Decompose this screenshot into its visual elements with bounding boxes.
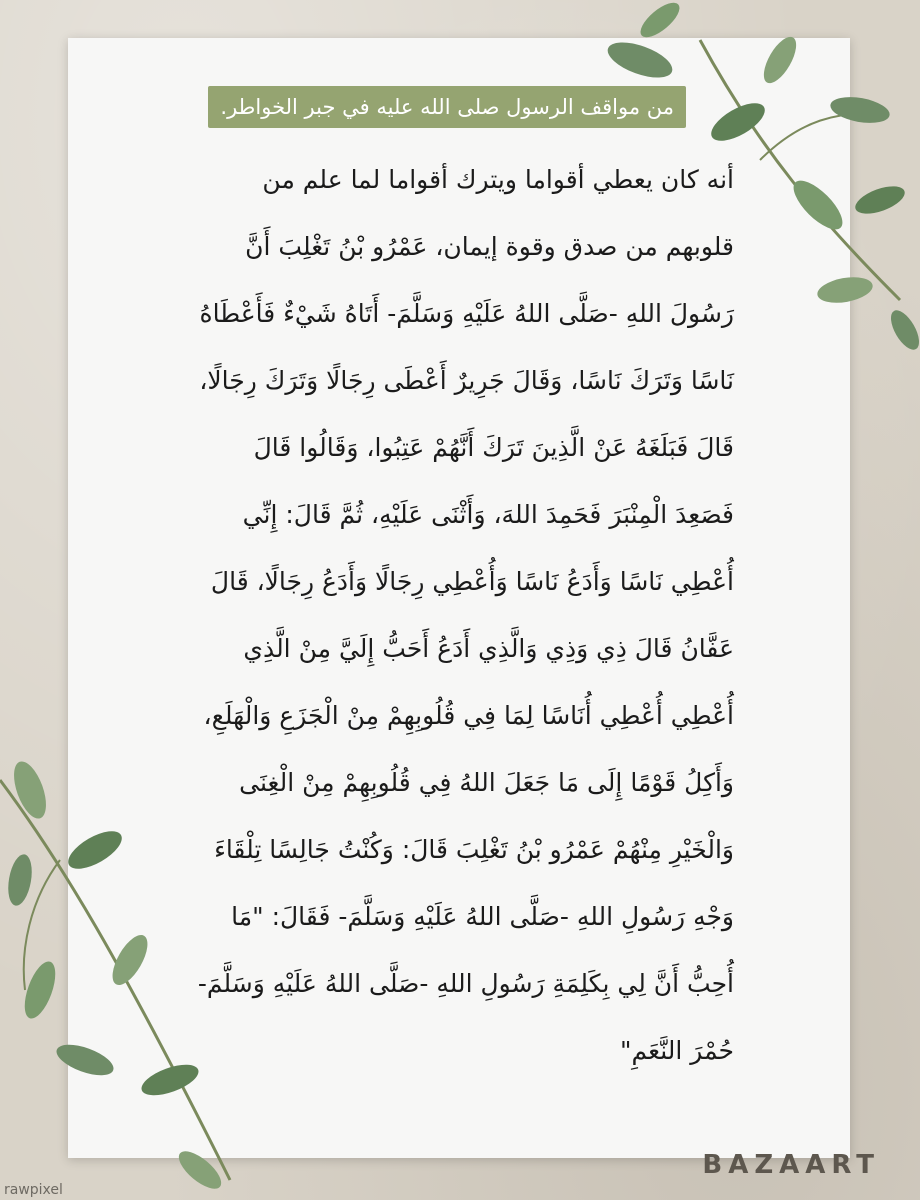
image-credit: rawpixel <box>4 1182 63 1198</box>
page-title: من مواقف الرسول صلى الله عليه في جبر الخواطر. <box>208 86 686 128</box>
text-line: عَفَّانُ قَالَ ذِي وَذِي وَالَّذِي أَدَعُ أَحَبُّ إِلَيَّ مِنْ الَّذِي <box>243 634 734 663</box>
text-line: أُعْطِي أُعْطِي أُنَاسًا لِمَا فِي قُلُوبِهِمْ مِنْ الْجَزَعِ وَالْهَلَعِ، <box>203 701 734 730</box>
bazaart-watermark: BAZAART <box>702 1150 880 1180</box>
text-line: نَاسًا وَتَرَكَ نَاسًا، وَقَالَ جَرِيرٌ أَعْطَى رِجَالًا وَتَرَكَ رِجَالًا، <box>199 366 734 395</box>
hadith-text <box>134 146 734 1084</box>
text-line: أُعْطِي نَاسًا وَأَدَعُ نَاسًا وَأُعْطِي رِجَالًا وَأَدَعُ رِجَالًا، قَالَ <box>210 567 734 596</box>
text-line: وَالْخَيْرِ مِنْهُمْ عَمْرُو بْنُ تَغْلِبَ قَالَ: وَكُنْتُ جَالِسًا تِلْقَاءَ <box>214 835 734 864</box>
text-line: أنه كان يعطي أقواما ويترك أقواما لما علم من <box>262 165 734 194</box>
text-line: أُحِبُّ أَنَّ لِي بِكَلِمَةِ رَسُولِ اللهِ -صَلَّى اللهُ عَلَيْهِ وَسَلَّمَ- <box>197 969 734 998</box>
text-line: وَجْهِ رَسُولِ اللهِ -صَلَّى اللهُ عَلَيْهِ وَسَلَّمَ- فَقَالَ: "مَا <box>231 902 734 931</box>
text-line: قلوبهم من صدق وقوة إيمان، عَمْرُو بْنُ تَغْلِبَ أَنَّ <box>245 232 734 261</box>
text-line: رَسُولَ اللهِ -صَلَّى اللهُ عَلَيْهِ وَسَلَّمَ- أَتَاهُ شَيْءٌ فَأَعْطَاهُ <box>199 299 734 328</box>
text-line: فَصَعِدَ الْمِنْبَرَ فَحَمِدَ اللهَ، وَأَثْنَى عَلَيْهِ، ثُمَّ قَالَ: إِنِّي <box>242 500 734 529</box>
text-line: حُمْرَ النَّعَمِ" <box>620 1036 734 1065</box>
text-line: وَأَكِلُ قَوْمًا إِلَى مَا جَعَلَ اللهُ فِي قُلُوبِهِمْ مِنْ الْغِنَى <box>239 768 734 797</box>
text-line: قَالَ فَبَلَغَهُ عَنْ الَّذِينَ تَرَكَ أَنَّهُمْ عَتِبُوا، وَقَالُوا قَالَ <box>253 433 734 462</box>
